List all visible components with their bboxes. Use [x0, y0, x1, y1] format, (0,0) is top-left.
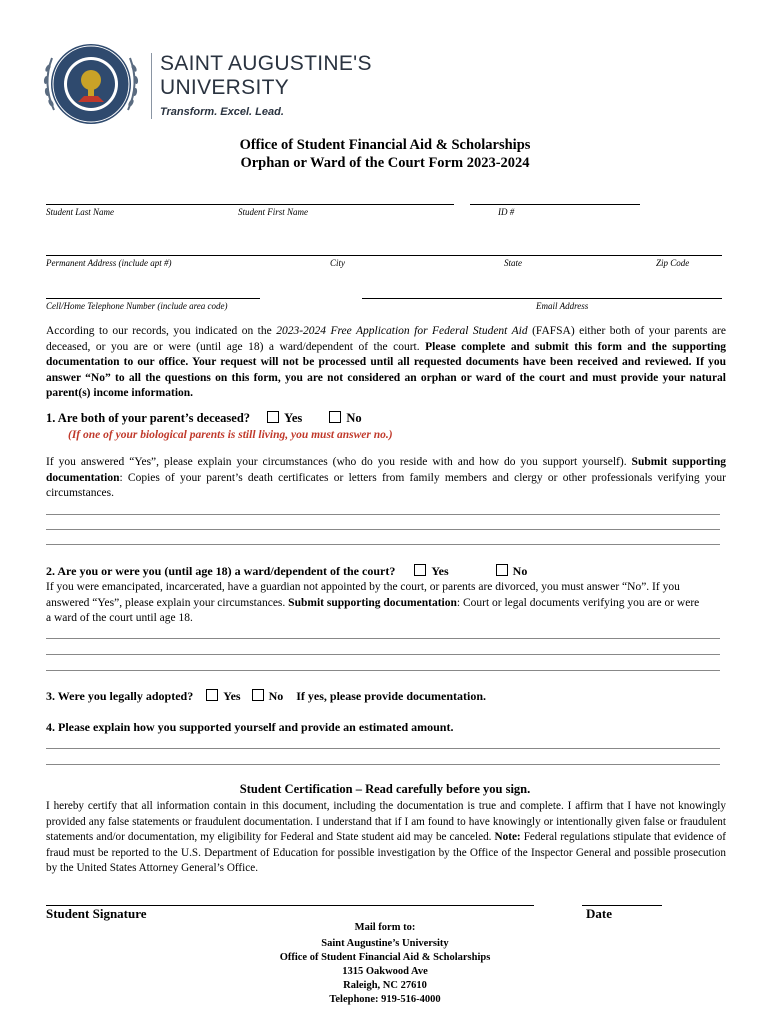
last-first-name-line[interactable]: [46, 204, 454, 205]
intro-fafsa-name: 2023-2024 Free Application for Federal Student Aid: [276, 325, 528, 337]
phone-label: Cell/Home Telephone Number (include area code): [46, 301, 228, 311]
q1-explain-rest: : Copies of your parent’s death certificates or letters from family members and clergy or other professionals verifying your circumstances.: [46, 471, 726, 499]
date-label: Date: [586, 906, 612, 921]
q3-yes-label: Yes: [223, 689, 241, 703]
mail-telephone: Telephone: 919-516-4000: [329, 994, 441, 1005]
signature-label: Student Signature: [46, 906, 147, 921]
q1-answer-line-1[interactable]: [46, 514, 720, 515]
question-2-text: 2. Are you or were you (until age 18) a ward/dependent of the court?: [46, 564, 396, 578]
id-label: ID #: [498, 207, 515, 217]
header-divider: [151, 53, 152, 119]
phone-line[interactable]: [46, 298, 260, 299]
university-name-line2: UNIVERSITY: [160, 76, 290, 99]
email-line[interactable]: [362, 298, 722, 299]
q2-yes-label: Yes: [431, 564, 449, 578]
question-3: [46, 689, 486, 704]
id-line[interactable]: [470, 204, 640, 205]
form-title-office: Office of Student Financial Aid & Scholarships: [239, 137, 531, 153]
address-line[interactable]: [46, 255, 722, 256]
question-2: [46, 564, 527, 579]
university-tagline: Transform. Excel. Lead.: [160, 106, 284, 118]
question-4: 4. Please explain how you supported yourself and provide an estimated amount.: [46, 720, 454, 734]
address-label: Permanent Address (include apt #): [46, 258, 172, 268]
q2-answer-line-1[interactable]: [46, 638, 720, 639]
q4-answer-line-2[interactable]: [46, 764, 720, 765]
mail-street: 1315 Oakwood Ave: [342, 966, 428, 977]
certification-note-label: Note:: [494, 831, 521, 843]
question-1: [46, 411, 362, 426]
q1-answer-line-3[interactable]: [46, 544, 720, 545]
mail-heading: Mail form to:: [354, 922, 416, 933]
mail-office: Office of Student Financial Aid & Scholarships: [279, 952, 491, 963]
q3-yes-checkbox[interactable]: [206, 689, 218, 701]
mail-city-state: Raleigh, NC 27610: [343, 980, 427, 991]
q2-submit-docs: Submit supporting documentation: [288, 596, 457, 609]
intro-text-2: (FAFSA) either both of your parents are deceased, or you are or were (until age 18) a ward/dependent of the court.: [46, 325, 726, 353]
q2-no-checkbox[interactable]: [496, 564, 508, 576]
q1-explain-text: If you answered “Yes”, please explain your circumstances (who do you reside with and how do you support yourself).: [46, 456, 632, 468]
mail-university: Saint Augustine’s University: [321, 938, 449, 949]
q1-yes-checkbox[interactable]: [267, 411, 279, 423]
q3-documentation-note: If yes, please provide documentation.: [296, 689, 487, 703]
question-1-text: 1. Are both of your parent’s deceased?: [46, 411, 251, 425]
zip-label: Zip Code: [656, 258, 690, 268]
certification-heading: Student Certification – Read carefully before you sign.: [239, 782, 531, 796]
certification-text-2: Federal regulations stipulate that evidence of fraud must be reported to the U.S. Department of Education for possible investigation by the Office of the Inspector General and possible prosecution by the United States Attorney General’s Office.: [46, 831, 726, 874]
question-3-text: 3. Were you legally adopted?: [46, 689, 194, 703]
q2-no-label: No: [512, 564, 528, 578]
q2-explain-rest: : Court or legal documents verifying you are or were a ward of the court until age 18.: [46, 596, 700, 624]
first-name-label: Student First Name: [238, 207, 308, 217]
q2-answer-line-2[interactable]: [46, 654, 720, 655]
q1-note: (If one of your biological parents is still living, you must answer no.): [68, 429, 393, 441]
certification-text-1: I hereby certify that all information contain in this document, including the documentation is true and complete. I affirm that I have not knowingly provided any false statements or fraudulent documentation. I understand that if I am found to have knowingly or intentionally given false or fraudulent statements and/or documentation, my eligibility for Federal and State student aid may be canceled.: [46, 800, 726, 843]
q1-no-checkbox[interactable]: [329, 411, 341, 423]
university-name: [160, 52, 372, 100]
q2-yes-checkbox[interactable]: [414, 564, 426, 576]
intro-instructions: Please complete and submit this form and the supporting documentation to our office. Your request will not be processed until all requested documents have been received and reviewed. If you answer “No” to all the questions on this form, you are not considered an orphan or ward of the court and must provide your natural parent(s) income information.: [46, 340, 726, 399]
q4-answer-line-1[interactable]: [46, 748, 720, 749]
state-label: State: [504, 258, 522, 268]
university-name-line1: SAINT AUGUSTINE'S: [160, 52, 372, 75]
q3-no-label: No: [268, 689, 284, 703]
q1-yes-label: Yes: [284, 411, 303, 425]
q1-explanation: [46, 455, 726, 502]
city-label: City: [330, 258, 345, 268]
intro-text-1: According to our records, you indicated on the: [46, 325, 277, 337]
q3-no-checkbox[interactable]: [252, 689, 264, 701]
q1-answer-line-2[interactable]: [46, 529, 720, 530]
intro-paragraph: [46, 324, 726, 402]
university-seal-logo: [40, 38, 142, 130]
q2-explain-text: If you were emancipated, incarcerated, have a guardian not appointed by the court, or parents are divorced, you must answer “No”. If you answered “Yes”, please explain your circumstances.: [46, 581, 680, 609]
q2-answer-line-3[interactable]: [46, 670, 720, 671]
certification-body: [46, 799, 726, 877]
q1-submit-docs: Submit supporting documentation: [46, 456, 726, 484]
email-label: Email Address: [536, 301, 589, 311]
form-title-name: Orphan or Ward of the Court Form 2023-2024: [240, 155, 530, 171]
q2-explanation: [46, 580, 706, 627]
last-name-label: Student Last Name: [46, 207, 115, 217]
q1-no-label: No: [346, 411, 362, 425]
